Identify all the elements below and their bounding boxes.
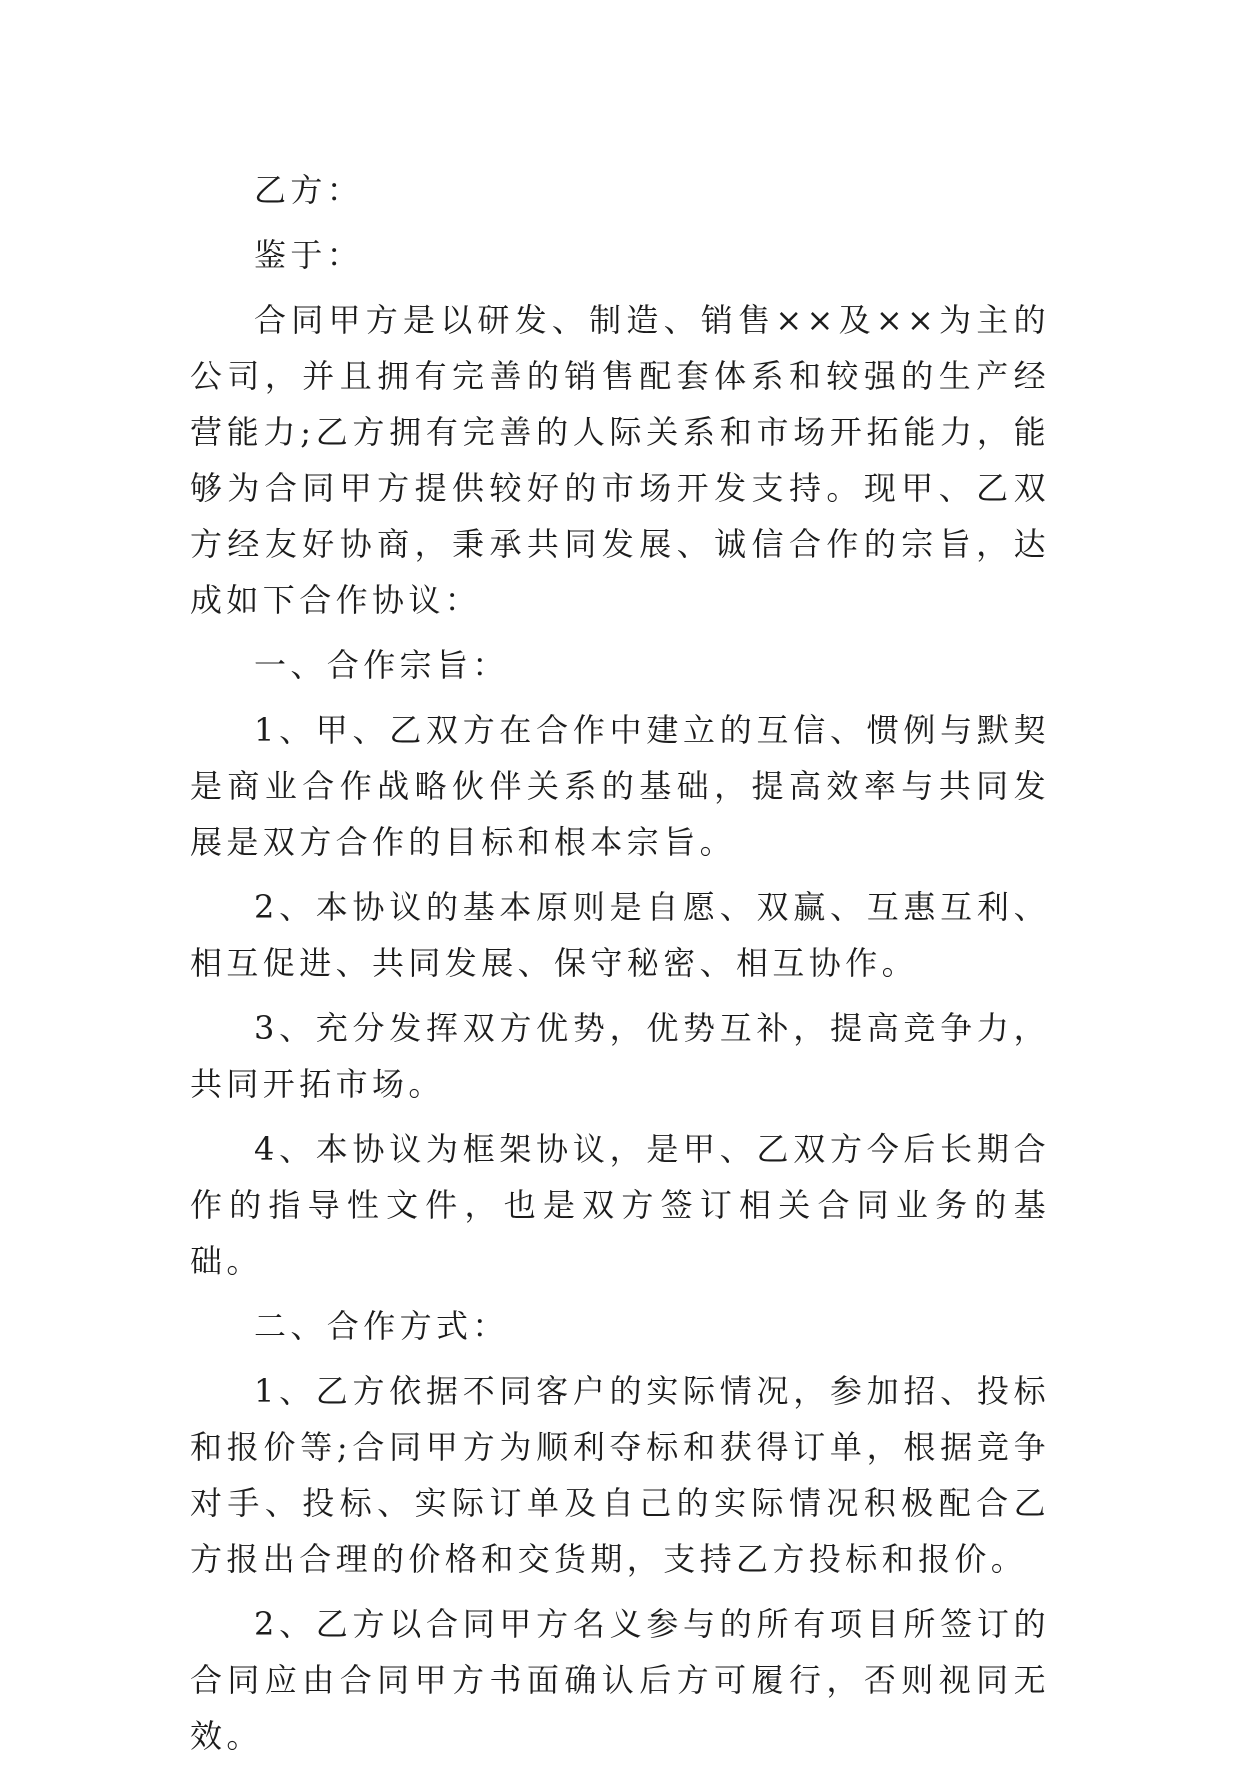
method-clause-1: 1、乙方依据不同客户的实际情况，参加招、投标和报价等;合同甲方为顺利夺标和获得订单，根据竞争对手、投标、实际订单及自己的实际情况积极配合乙方报出合理的价格和交货期，支持乙方投标和报价。 <box>190 1372 1050 1578</box>
whereas-label: 鉴于： <box>254 236 364 274</box>
recital-paragraph: 合同甲方是以研发、制造、销售××及××为主的公司，并且拥有完善的销售配套体系和较强的生产经营能力;乙方拥有完善的人际关系和市场开拓能力，能够为合同甲方提供较好的市场开发支持。现甲、乙双方经友好协商，秉承共同发展、诚信合作的宗旨，达成如下合作协议： <box>190 301 1050 619</box>
purpose-clause-4: 4、本协议为框架协议，是甲、乙双方今后长期合作的指导性文件，也是双方签订相关合同业务的基础。 <box>190 1130 1050 1280</box>
purpose-clause-3: 3、充分发挥双方优势，优势互补，提高竞争力，共同开拓市场。 <box>190 1009 1050 1103</box>
section-heading-method: 二、合作方式： <box>254 1307 509 1345</box>
method-clause-2: 2、乙方以合同甲方名义参与的所有项目所签订的合同应由合同甲方书面确认后方可履行，否则视同无效。 <box>190 1605 1050 1755</box>
document-body <box>190 162 1050 1773</box>
purpose-clause-2: 2、本协议的基本原则是自愿、双赢、互惠互利、相互促进、共同发展、保守秘密、相互协作。 <box>190 888 1050 982</box>
section-heading-purpose: 一、合作宗旨： <box>254 646 509 684</box>
party-b-label: 乙方： <box>254 171 364 209</box>
purpose-clause-1: 1、甲、乙双方在合作中建立的互信、惯例与默契是商业合作战略伙伴关系的基础，提高效率与共同发展是双方合作的目标和根本宗旨。 <box>190 711 1050 861</box>
